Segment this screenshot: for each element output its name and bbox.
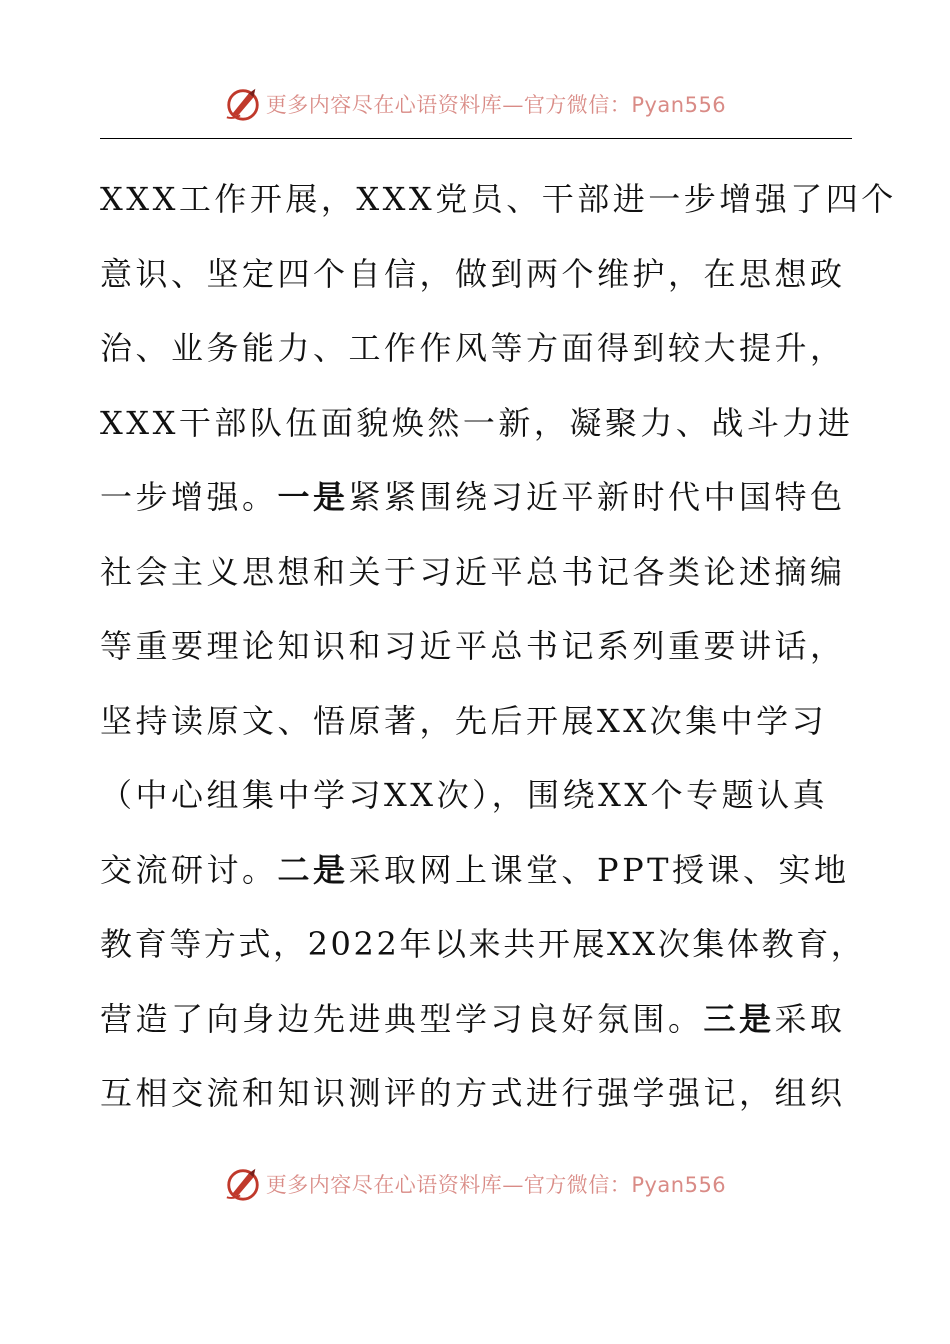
body-line: （中心组集中学习XX次），围绕XX个专题认真	[100, 776, 829, 814]
bold-point-three: 三是	[703, 999, 775, 1038]
header-main-text: 更多内容尽在心语资料库	[265, 93, 503, 117]
body-text-segment: 紧紧围绕习近平新时代中国特色	[348, 478, 846, 516]
document-body	[100, 162, 897, 1131]
header-rule	[100, 138, 852, 139]
body-line: XXX工作开展，XXX党员、干部进一步增强了四个	[100, 180, 897, 218]
body-line: 互相交流和知识测评的方式进行强学强记，组织	[100, 1074, 846, 1112]
bold-point-two: 二是	[277, 850, 349, 889]
bold-point-one: 一是	[277, 478, 349, 516]
header-wechat-label: 官方微信：	[523, 93, 632, 117]
body-text-segment: 一步增强。	[100, 478, 278, 516]
footer-main-text: 更多内容尽在心语资料库	[265, 1173, 503, 1197]
header-wechat-id: Pyan556	[631, 93, 727, 117]
body-text-segment: 采取	[774, 999, 846, 1038]
body-line: 坚持读原文、悟原著，先后开展XX次集中学习	[100, 701, 828, 740]
body-line	[100, 982, 860, 1057]
body-line: 治、业务能力、工作作风等方面得到较大提升，	[100, 329, 846, 367]
body-text-segment: 营造了向身边先进典型学习良好氛围。	[100, 999, 704, 1038]
body-line: 等重要理论知识和习近平总书记系列重要讲话，	[100, 627, 846, 665]
body-text-segment: 采取网上课堂、PPT授课、实地	[348, 850, 850, 889]
header-dash: —	[502, 93, 524, 117]
pen-logo-icon	[224, 1165, 262, 1203]
body-line	[100, 460, 860, 535]
body-line: 社会主义思想和关于习近平总书记各类论述摘编	[100, 552, 846, 591]
body-line: 教育等方式，2022年以来共开展XX次集体教育，	[100, 925, 866, 963]
body-line: XXX干部队伍面貌焕然一新，凝聚力、战斗力进	[100, 403, 854, 442]
body-text-segment: 交流研讨。	[100, 850, 278, 889]
header-banner	[0, 80, 950, 128]
body-line: 意识、坚定四个自信，做到两个维护，在思想政	[100, 254, 846, 293]
footer-wechat-id: Pyan556	[631, 1173, 727, 1197]
footer-banner	[0, 1160, 950, 1208]
footer-dash: —	[502, 1173, 524, 1197]
body-line	[100, 833, 860, 908]
footer-wechat-label: 官方微信：	[523, 1173, 632, 1197]
pen-logo-icon	[224, 85, 262, 123]
